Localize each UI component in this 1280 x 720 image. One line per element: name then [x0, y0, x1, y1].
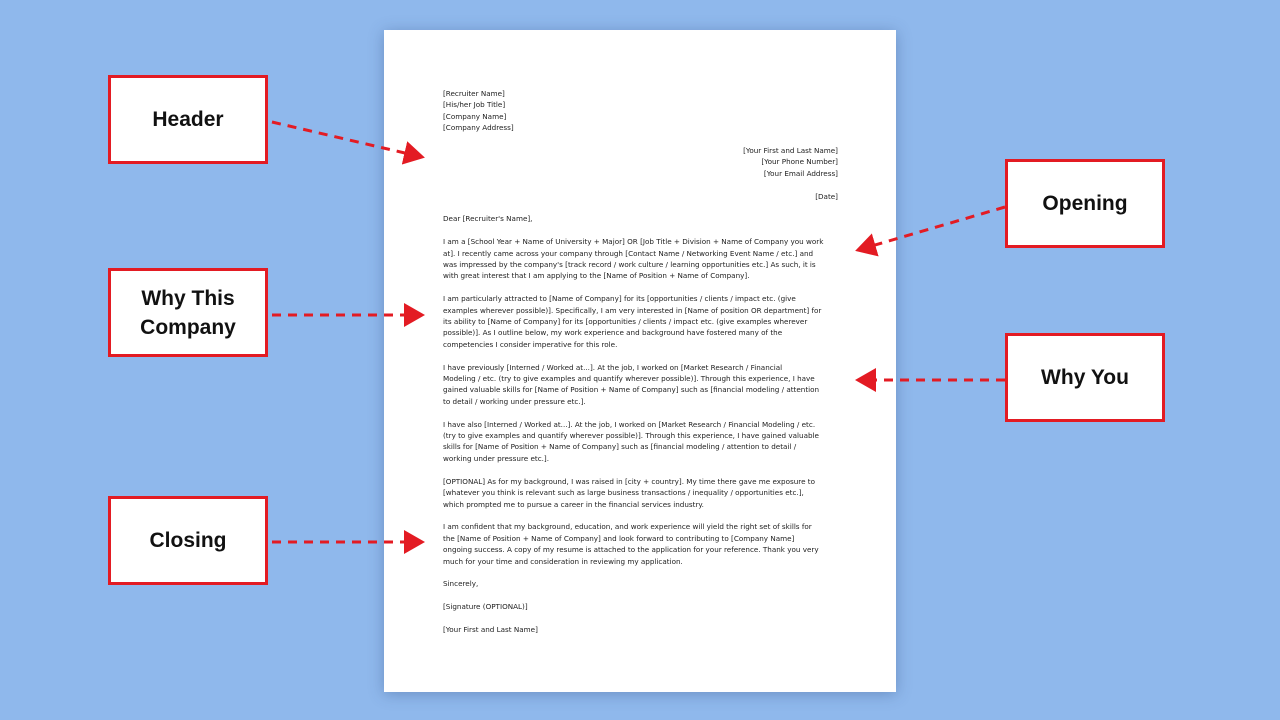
paragraph-line: which prompted me to pursue a career in the financial services industry. — [443, 499, 704, 509]
sender-name: [Your First and Last Name] — [443, 624, 538, 634]
paragraph-line: examples wherever possible)]. Specifically, I am very interested in [Name of position OR department] for — [443, 305, 822, 315]
paragraph-line: to detail / working under pressure etc.]. — [443, 396, 586, 406]
signature: [Signature (OPTIONAL)] — [443, 602, 528, 612]
paragraph-line: possible)]. As I outline below, my work experience and background have fostered many of the — [443, 328, 783, 338]
recipient-line: [His/her Job Title] — [443, 100, 506, 110]
paragraph-line: (try to give examples and quantify wherever possible)]. Through this experience, I have gained valuable — [443, 431, 819, 441]
paragraph-line: with great interest that I am applying to the [Name of Position + Name of Company]. — [443, 271, 750, 281]
sender-line: [Your Email Address] — [763, 168, 838, 178]
why-you-label-text: Why You — [1041, 366, 1129, 389]
recipient-line: [Recruiter Name] — [443, 89, 505, 98]
recipient-line: [Company Address] — [443, 123, 514, 133]
header-label-text: Header — [152, 108, 224, 131]
sender-line: [Your First and Last Name] — [743, 146, 838, 156]
paragraph-line: at]. I recently came across your company through [Contact Name / Networking Event Name / etc.] and — [443, 248, 814, 258]
paragraph-line: its ability to [Name of Company] for its [opportunities / clients / impact etc. (give examples wherever — [443, 317, 808, 327]
paragraph-line: I have previously [Interned / Worked at...]. At the job, I worked on [Market Research / Financial — [443, 362, 783, 372]
paragraph-line: [whatever you think is relevant such as large business transactions / inequality / opportunities etc.], — [443, 488, 804, 498]
signoff: Sincerely, — [443, 579, 479, 589]
paragraph-line: [OPTIONAL] As for my background, I was raised in [city + country]. My time there gave me exposure to — [443, 476, 816, 486]
header-arrow — [272, 122, 422, 157]
sender-line: [Your Phone Number] — [761, 157, 838, 167]
paragraph-line: I am confident that my background, education, and work experience will yield the right set of skills for — [443, 522, 812, 532]
paragraph-line: gained valuable skills for [Name of Position + Name of Company] such as [financial modeling / attention — [443, 385, 820, 395]
paragraph-line: competencies I consider imperative for this role. — [443, 339, 618, 349]
why-this-company-line-1: Why This — [141, 286, 235, 310]
paragraph-line: I have also [Interned / Worked at...]. At the job, I worked on [Market Research / Financial Modeling / etc. — [443, 419, 816, 429]
paragraph-line: I am a [School Year + Name of University + Major] OR [Job Title + Division + Name of Company you work — [443, 237, 824, 247]
paragraph-line: the [Name of Position + Name of Company] and look forward to contributing to [Company Name] — [443, 533, 795, 543]
paragraph-line: much for your time and consideration in reviewing my application. — [443, 556, 683, 566]
opening-label-text: Opening — [1042, 192, 1128, 215]
why-this-company-line-2: Company — [140, 315, 236, 339]
paragraph-line: Modeling / etc. (try to give examples and quantify wherever possible)]. Through this experience, I have — [443, 374, 815, 384]
paragraph-line: ongoing success. A copy of my resume is attached to the application for your reference. Thank you very — [443, 545, 819, 555]
paragraph-line: was impressed by the company's [track record / work culture / learning opportunities etc.] As such, it is — [443, 260, 816, 270]
closing-label-text: Closing — [149, 529, 227, 552]
paragraph-line: I am particularly attracted to [Name of Company] for its [opportunities / clients / impact etc. (give — [443, 294, 796, 304]
letter-date: [Date] — [815, 191, 838, 201]
paragraph-line: skills for [Name of Position + Name of Company] such as [financial modeling / attention to detail / — [443, 442, 797, 452]
opening-arrow — [858, 207, 1005, 250]
paragraph-line: working under pressure etc.]. — [443, 453, 550, 463]
greeting: Dear [Recruiter's Name], — [443, 214, 533, 224]
recipient-line: [Company Name] — [443, 111, 507, 121]
